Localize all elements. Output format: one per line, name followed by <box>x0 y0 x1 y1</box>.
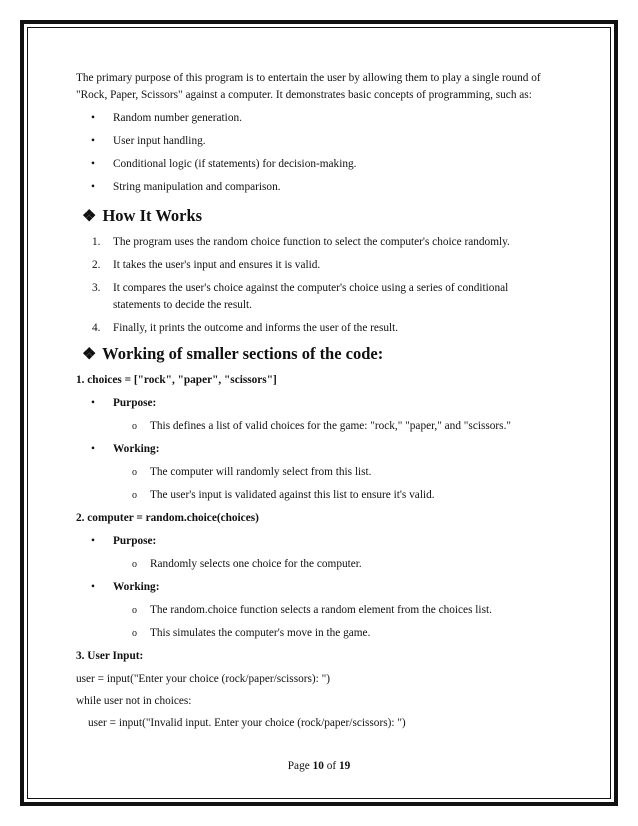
section-1-working-label: • Working: <box>76 441 556 458</box>
intro-paragraph: The primary purpose of this program is to entertain the user by allowing them to play a single round of "Rock, Paper, Scissors" against a computer. It demonstrates basic concepts of programming, such as: <box>76 72 541 101</box>
list-item: o The random.choice function selects a random element from the choices list. <box>76 602 556 619</box>
circle-bullet-icon: o <box>132 605 137 616</box>
list-item: • User input handling. <box>76 133 556 156</box>
section-2-working-label: • Working: <box>76 579 556 596</box>
bullet-icon: • <box>91 181 95 193</box>
circle-bullet-icon: o <box>132 628 137 639</box>
how-it-works-heading: ❖ How It Works <box>82 206 203 225</box>
circle-bullet-icon: o <box>132 490 137 501</box>
bullet-icon: • <box>91 581 95 593</box>
list-item: 3. It compares the user's choice against the computer's choice using a series of conditional statements to decide the result. <box>92 282 509 311</box>
list-item: 4. Finally, it prints the outcome and informs the user of the result. <box>92 322 399 334</box>
code-line: user = input("Invalid input. Enter your choice (rock/paper/scissors): ") <box>88 717 406 729</box>
bullet-icon: • <box>91 135 95 147</box>
list-item: o The computer will randomly select from this list. <box>76 464 556 481</box>
bullet-icon: • <box>91 535 95 547</box>
section-2-title: 2. computer = random.choice(choices) <box>76 512 259 524</box>
diamond-icon: ❖ <box>82 346 97 363</box>
page-number: 10 <box>312 760 324 772</box>
list-item: 2. It takes the user's input and ensures it is valid. <box>92 259 321 271</box>
bullet-icon: • <box>91 112 95 124</box>
bullet-icon: • <box>91 443 95 455</box>
list-item: 1. The program uses the random choice function to select the computer's choice randomly. <box>92 236 510 248</box>
sections-heading: ❖ Working of smaller sections of the code: <box>82 344 384 363</box>
section-2-purpose-label: • Purpose: <box>76 533 556 550</box>
circle-bullet-icon: o <box>132 559 137 570</box>
concepts-list <box>76 110 556 202</box>
list-item: • Random number generation. <box>76 110 556 133</box>
section-1-title: 1. choices = ["rock", "paper", "scissors"] <box>76 374 277 386</box>
list-item: o The user's input is validated against this list to ensure it's valid. <box>76 487 556 504</box>
list-item: o This simulates the computer's move in the game. <box>76 625 556 642</box>
page-total: 19 <box>338 760 351 772</box>
list-item: • String manipulation and comparison. <box>76 179 556 202</box>
section-1-purpose-label: • Purpose: <box>76 395 556 412</box>
section-3-title: 3. User Input: <box>76 650 144 662</box>
code-line: while user not in choices: <box>76 695 192 707</box>
page-footer: Page 10 of 19 <box>287 760 351 772</box>
list-item: • Conditional logic (if statements) for decision-making. <box>76 156 556 179</box>
code-line: user = input("Enter your choice (rock/paper/scissors): ") <box>76 673 331 685</box>
diamond-icon: ❖ <box>82 208 97 225</box>
circle-bullet-icon: o <box>132 467 137 478</box>
list-item: o Randomly selects one choice for the computer. <box>76 556 556 573</box>
bullet-icon: • <box>91 158 95 170</box>
bullet-icon: • <box>91 397 95 409</box>
steps-list <box>76 234 556 337</box>
list-item: o This defines a list of valid choices for the game: "rock," "paper," and "scissors." <box>76 418 556 435</box>
circle-bullet-icon: o <box>132 421 137 432</box>
page-content <box>76 70 556 737</box>
